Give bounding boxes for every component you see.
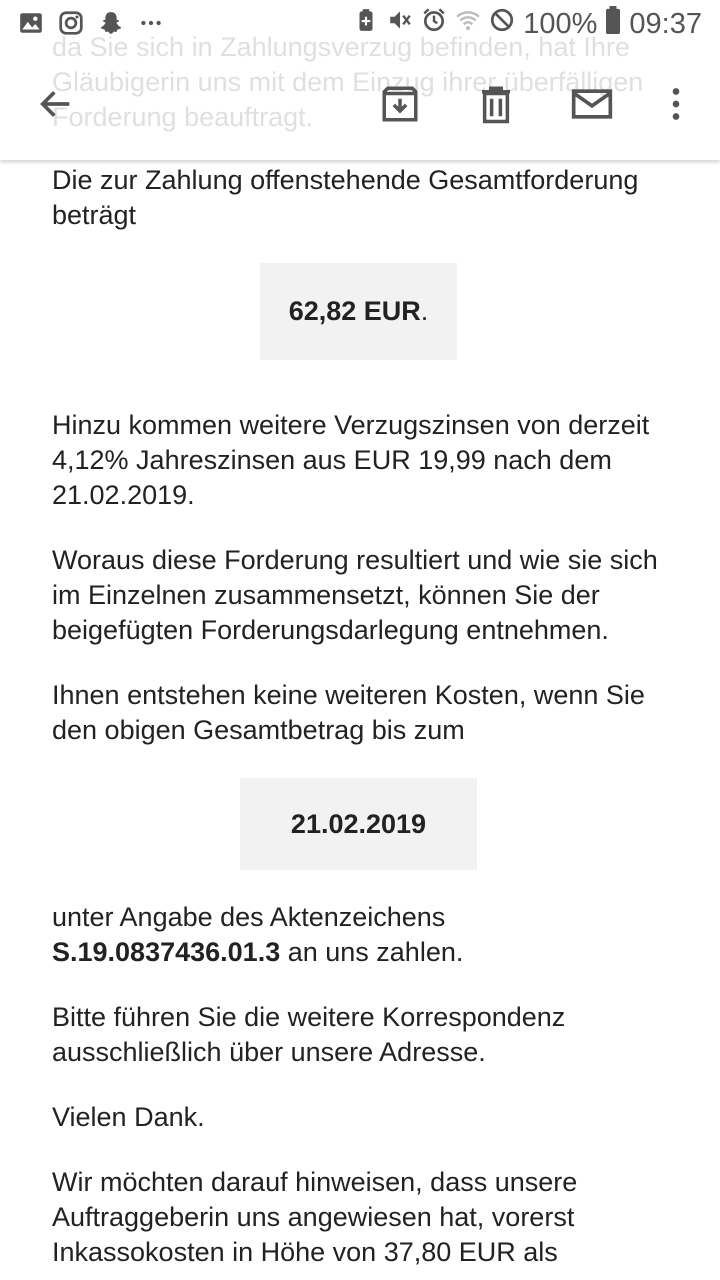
mark-unread-button[interactable] (568, 82, 616, 130)
mute-icon (387, 7, 413, 41)
due-date: 21.02.2019 (290, 808, 427, 839)
back-arrow-icon (36, 84, 76, 129)
do-not-disturb-icon (489, 7, 515, 41)
instagram-icon (58, 10, 84, 41)
gallery-icon (18, 10, 44, 41)
snapchat-icon (98, 10, 124, 41)
email-body (52, 163, 682, 1270)
status-left-icons (18, 10, 164, 41)
intro-paragraph: Die zur Zahlung offenstehende Gesamtforderung beträgt (52, 165, 639, 230)
due-date-box (240, 778, 477, 870)
mark-unread-icon (570, 82, 614, 131)
overflow-menu-button[interactable] (652, 82, 700, 130)
battery-icon (605, 6, 621, 42)
app-header (0, 0, 720, 160)
reference-paragraph (52, 900, 682, 970)
amount-box (260, 263, 457, 360)
amount-suffix: . (420, 296, 429, 326)
no-costs-paragraph: Ihnen entstehen keine weiteren Kosten, wenn Sie den obigen Gesamtbetrag bis zum (52, 680, 645, 745)
clock: 09:37 (629, 7, 702, 40)
status-right-icons (353, 6, 702, 42)
email-toolbar (0, 60, 720, 150)
thanks-paragraph: Vielen Dank. (52, 1102, 205, 1132)
battery-saver-icon (353, 7, 379, 41)
delete-button[interactable] (472, 82, 520, 130)
reference-prefix: unter Angabe des Aktenzeichens (52, 902, 446, 932)
notice-paragraph: Wir möchten darauf hinweisen, dass unsere Auftraggeberin uns angewiesen hat, vorerst Inkassokosten in Höhe von 37,80 EUR als (52, 1167, 578, 1267)
archive-button[interactable] (376, 82, 424, 130)
wifi-icon (455, 7, 481, 41)
overflow-menu-icon (656, 84, 696, 129)
correspondence-paragraph: Bitte führen Sie die weitere Korrespondenz ausschließlich über unsere Adresse. (52, 1002, 566, 1067)
origin-paragraph: Woraus diese Forderung resultiert und wie sie sich im Einzelnen zusammensetzt, können Sie der beigefügten Forderungsdarlegung entnehmen. (52, 545, 658, 645)
back-button[interactable] (32, 82, 80, 130)
total-amount: 62,82 EUR (288, 296, 421, 326)
status-bar (0, 0, 720, 48)
battery-percent: 100% (523, 7, 598, 40)
alarm-icon (421, 7, 447, 41)
more-dots-icon (138, 10, 164, 41)
reference-suffix: an uns zahlen. (280, 937, 464, 967)
reference-number: S.19.0837436.01.3 (52, 937, 281, 967)
interest-paragraph: Hinzu kommen weitere Verzugszinsen von derzeit 4,12% Jahreszinsen aus EUR 19,99 nach dem 21.02.2019. (52, 410, 650, 510)
archive-icon (379, 83, 421, 130)
delete-icon (475, 83, 517, 130)
